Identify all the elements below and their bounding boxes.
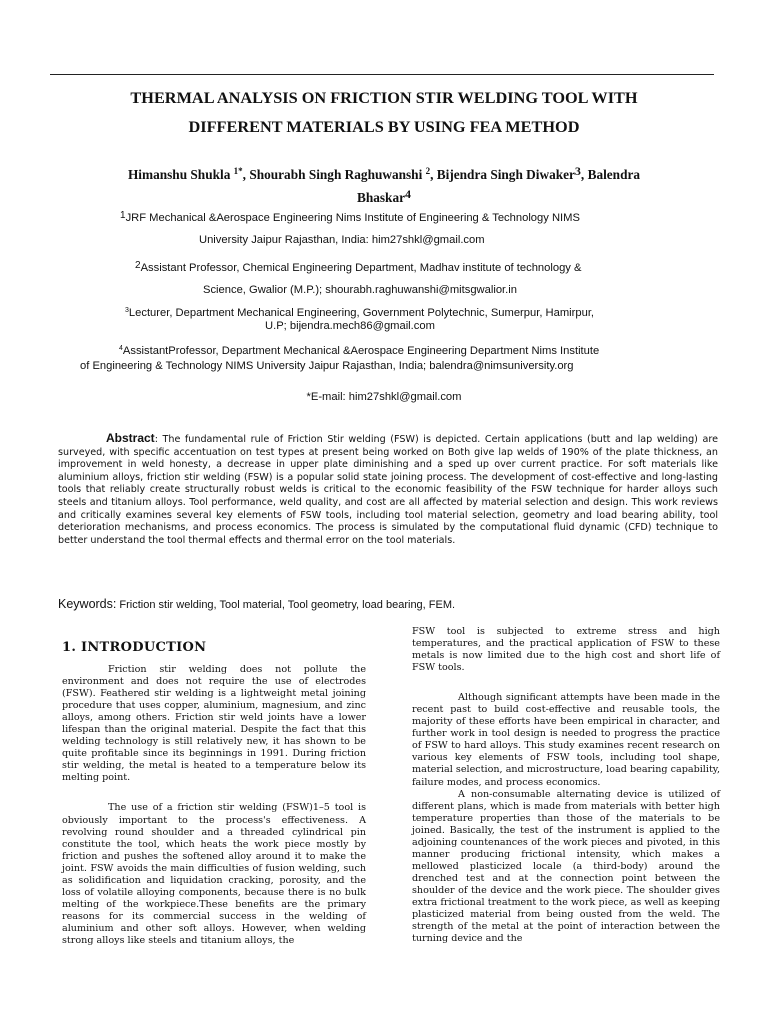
paper-title [60, 83, 708, 141]
affiliation-4-line-1: AssistantProfessor, Department Mechanical &Aerospace Engineering Department Nims Institute [122, 345, 600, 357]
right-paragraph-2: Although significant attempts have been made in the recent past to build cost-effective and reusable tools, the majority of these efforts have been empirical in character, and further work in tool design is needed to progress the practice of FSW to hard alloys. This study examines recent research on various key elements of FSW tools, including tool shape, material selection, and microstructure, load bearing capability, failure modes, and process economics. [412, 692, 720, 788]
affiliation-4-number: 4 [119, 345, 123, 352]
paragraph-gap [62, 784, 366, 802]
author-1-marker: 1* [233, 166, 243, 176]
affiliation-2-line-2: Science, Gwalior (M.P.); shourabh.raghuwanshi@mitsgwalior.in [203, 284, 517, 296]
author-list [100, 163, 668, 209]
right-column [412, 626, 720, 945]
title-line-2: DIFFERENT MATERIALS BY USING FEA METHOD [188, 117, 580, 136]
keywords-text: Friction stir welding, Tool material, Tool geometry, load bearing, FEM. [116, 599, 456, 611]
author-2-marker: 2 [425, 166, 431, 176]
author-4: , Balendra Bhaskar [356, 167, 641, 205]
author-1: Himanshu Shukla [127, 167, 231, 182]
paragraph-gap [412, 674, 720, 692]
affiliation-2 [135, 257, 581, 279]
title-line-1: THERMAL ANALYSIS ON FRICTION STIR WELDING TOOL WITH [130, 88, 638, 107]
intro-paragraph-1: Friction stir welding does not pollute the environment and does not require the use of electrodes (FSW). Feathered stir welding is a lightweight metal joining procedure that uses copper, aluminium, magnesium, and zinc alloys, among others. Friction stir weld joints have a lower lifespan than the original material. Despite the fact that this welding technology is still relatively new, it has shown to be quite profitable since its beginnings in 1991. During friction stir welding, the metal is heated to a temperature below its melting point. [62, 664, 366, 784]
affiliation-4-line-2: of Engineering & Technology NIMS University Jaipur Rajasthan, India; balendra@nimsuniversity.org [80, 360, 574, 372]
corresponding-email: *E-mail: him27shkl@gmail.com [306, 391, 462, 403]
affiliation-2-line-1: Assistant Professor, Chemical Engineering Department, Madhav institute of technology & [140, 262, 582, 274]
right-paragraph-3: A non-consumable alternating device is utilized of different plans, which is made from materials with better high temperature properties than those of the materials to be joined. Basically, the test of the instrument is applied to the adjoining countenances of the work pieces and pivoted, in this manner producing frictional intensity, which makes a mellowed plasticized locale (a third-body) around the drenched test and at the connection point between the shoulder of the device and the work piece. The shoulder gives extra frictional treatment to the work piece, as well as keeping plasticized material from being ousted from the weld. The strength of the metal at the point of interaction between the turning device and the [412, 788, 720, 945]
affiliation-1-line-1: JRF Mechanical &Aerospace Engineering Nims Institute of Engineering & Technology NIMS [125, 212, 580, 224]
affiliation-2-number: 2 [135, 260, 141, 271]
abstract [58, 432, 718, 547]
affiliation-3-number: 3 [125, 307, 129, 314]
affiliation-1-line-2: University Jaipur Rajasthan, India: him27shkl@gmail.com [199, 234, 485, 246]
keywords [58, 596, 718, 613]
section-heading: 1. INTRODUCTION [62, 640, 207, 655]
author-2: , Shourabh Singh Raghuwanshi [242, 167, 423, 182]
author-3-marker: 3 [574, 164, 581, 178]
affiliation-3-line-2: U.P; bijendra.mech86@gmail.com [265, 320, 435, 332]
right-paragraph-1: FSW tool is subjected to extreme stress and high temperatures, and the practical application of FSW to these metals is now limited due to the high cost and short life of FSW tools. [412, 626, 720, 674]
header-rule [50, 74, 714, 75]
intro-paragraph-2: The use of a friction stir welding (FSW)1–5 tool is obviously important to the process's effectiveness. A revolving round shoulder and a threaded cylindrical pin constitute the tool, which heats the work piece mostly by friction and pushes the softened alloy around it to make the joint. FSW avoids the main difficulties of fusion welding, such as solidification and liquidation cracking, porosity, and the loss of volatile alloying components, because there is no bulk melting of the workpiece.These benefits are the primary reasons for its commercial success in the welding of aluminium and other soft alloys. However, when welding strong alloys like steels and titanium alloys, the [62, 802, 366, 946]
affiliation-3-line-1: Lecturer, Department Mechanical Engineering, Government Polytechnic, Sumerpur, Hamirpur, [128, 307, 595, 319]
abstract-text: : The fundamental rule of Friction Stir welding (FSW) is depicted. Certain applications (butt and lap welding) are surveyed, with specific accentuation on test types at present being worked on Both give lap welds of 190% of the plate thickness, an improvement in weld honesty, a decrease in upper plate diminishing and a sped up over current practice. For soft materials like aluminium alloys, friction stir welding (FSW) is a popular solid state joining process. The development of cost-effective and long-lasting tools that reliably create structurally robust welds is critical to the economic feasibility of the FSW technique for harder alloys such steels and titanium alloys. Tool performance, weld quality, and cost are all affected by material selection and design. This work reviews and critically examines several key elements of FSW tools, including tool material selection, geometry and load bearing ability, tool deterioration mechanisms, and process economics. The process is simulated by the computational fluid dynamic (CFD) technique to better understand the tool thermal effects and thermal error on the tool materials. [58, 434, 718, 546]
left-column [62, 640, 366, 947]
affiliation-1 [120, 207, 580, 229]
keywords-label: Keywords: [58, 597, 117, 611]
affiliation-1-number: 1 [120, 210, 126, 221]
author-4-marker: 4 [405, 187, 412, 201]
abstract-label: Abstract [106, 431, 155, 445]
author-3: , Bijendra Singh Diwaker [430, 167, 575, 182]
